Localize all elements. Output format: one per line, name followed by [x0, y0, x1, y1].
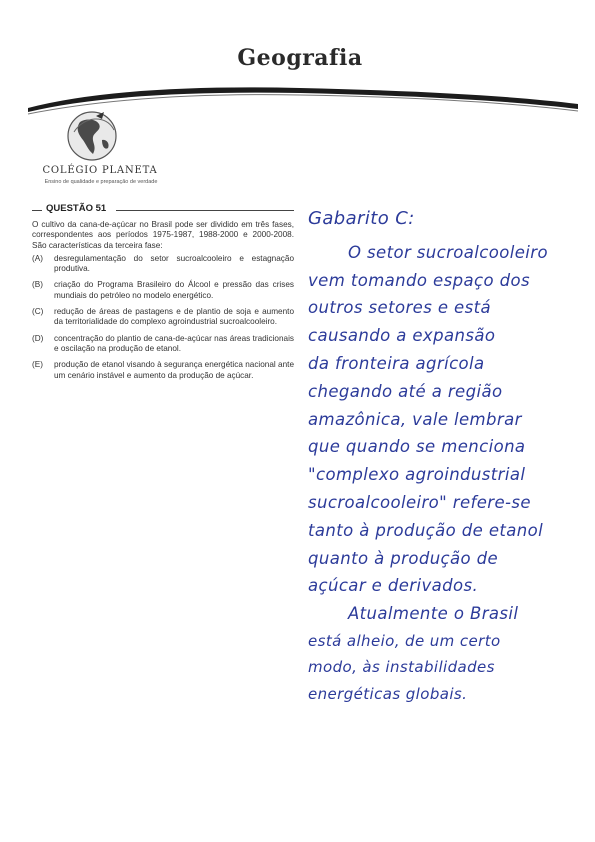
divider	[116, 210, 294, 211]
globe-icon	[66, 110, 118, 162]
handwritten-line: quanto à produção de	[308, 548, 499, 568]
handwritten-line: Atualmente o Brasil	[348, 604, 519, 624]
option-a	[32, 254, 294, 275]
school-name: COLÉGIO PLANETA	[42, 165, 158, 176]
option-e	[32, 360, 294, 381]
handwritten-line: O setor sucroalcooleiro	[348, 242, 548, 262]
handwritten-line: "complexo agroindustrial	[308, 465, 526, 485]
option-letter: (C)	[32, 307, 44, 317]
handwritten-line: que quando se menciona	[308, 437, 526, 457]
option-d	[32, 334, 294, 355]
option-c	[32, 307, 294, 328]
option-text: redução de áreas de pastagens e de plantio de soja e aumento da territorialidade do complexo agroindustrial sucroalcooleiro.	[54, 307, 294, 327]
option-text: desregulamentação do setor sucroalcooleiro e estagnação produtiva.	[54, 253, 294, 274]
school-logo	[36, 110, 166, 190]
question-body	[32, 220, 294, 387]
handwritten-line: energéticas globais.	[308, 684, 468, 703]
handwritten-line: tanto à produção de etanol	[308, 520, 544, 540]
handwritten-line: vem tomando espaço dos	[308, 270, 530, 290]
answer-key-label: Gabarito C:	[308, 208, 415, 229]
option-letter: (A)	[32, 253, 43, 263]
option-letter: (E)	[32, 360, 43, 370]
divider	[32, 210, 42, 211]
handwritten-line: outros setores e está	[308, 298, 491, 318]
option-text: produção de etanol visando à segurança energética nacional ante um cenário instável e aumento da produção de açúcar.	[54, 360, 294, 380]
option-b	[32, 280, 294, 301]
question-stem: O cultivo da cana-de-açúcar no Brasil pode ser dividido em três fases, correspondentes aos períodos 1975-1987, 1988-2000 e 2000-2008. São características da terceira fase:	[32, 220, 294, 250]
handwritten-line: causando a expansão	[308, 326, 496, 346]
question-header	[32, 203, 294, 217]
handwritten-line: está alheio, de um certo	[308, 631, 501, 650]
school-tagline: Ensino de qualidade e preparação de verdade	[44, 179, 158, 185]
handwritten-line: modo, às instabilidades	[308, 658, 495, 677]
handwritten-line: sucroalcooleiro" refere-se	[308, 492, 531, 512]
handwritten-line: açúcar e derivados.	[308, 576, 479, 596]
option-letter: (D)	[32, 333, 44, 343]
handwritten-line: chegando até a região	[308, 381, 503, 401]
question-label: QUESTÃO 51	[46, 203, 107, 214]
handwritten-answer	[308, 205, 593, 725]
option-text: criação do Programa Brasileiro do Álcool e pressão das crises mundiais do petróleo no modelo energético.	[54, 280, 294, 300]
option-text: concentração do plantio de cana-de-açúcar nas áreas tradicionais e oscilação na produção de etanol.	[54, 333, 294, 353]
handwritten-line: amazônica, vale lembrar	[308, 409, 522, 429]
option-letter: (B)	[32, 280, 43, 290]
handwritten-line: da fronteira agrícola	[308, 353, 485, 373]
page-title: Geografia	[237, 45, 363, 71]
